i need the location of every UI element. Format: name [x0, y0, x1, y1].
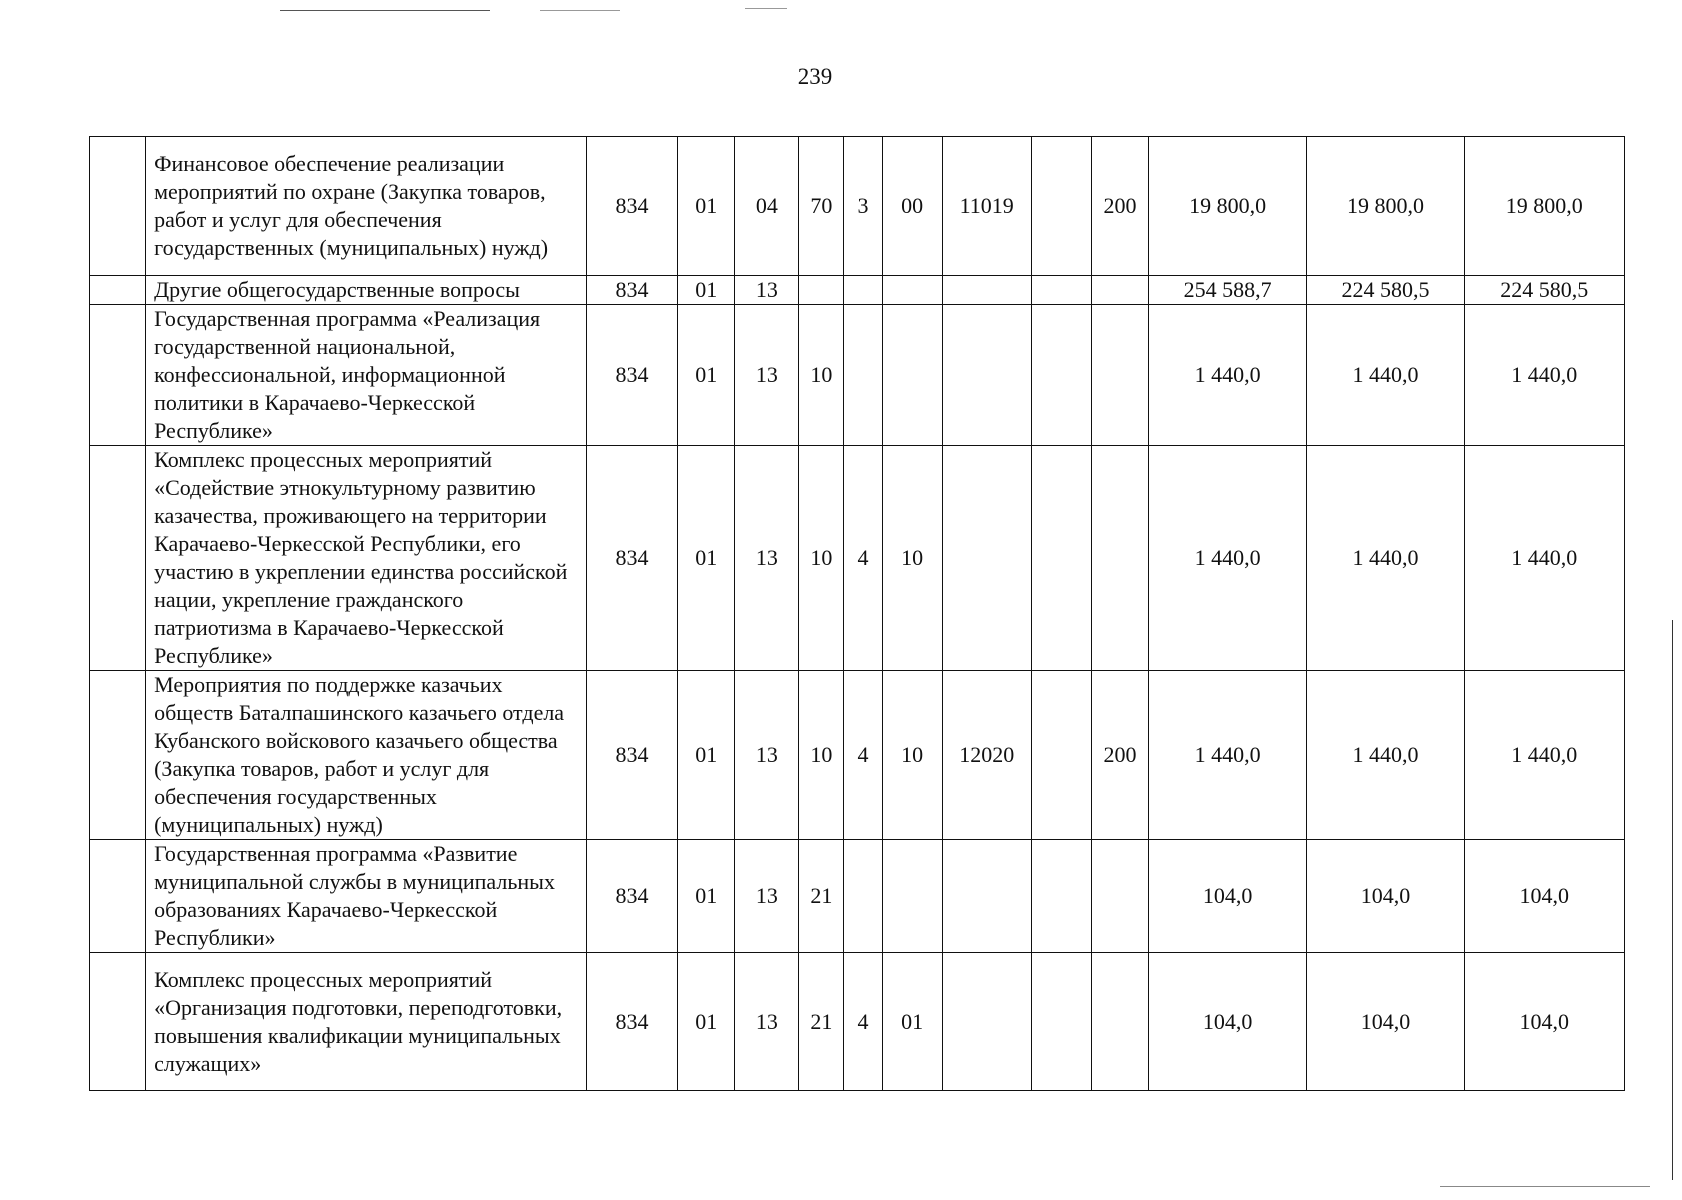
direction-code-cell: 11019 — [942, 137, 1031, 276]
sum-year1-cell: 104,0 — [1149, 953, 1307, 1091]
extra-code-cell — [1031, 840, 1091, 953]
section-code-cell: 01 — [678, 671, 735, 840]
section-code-cell: 01 — [678, 840, 735, 953]
expense-type-cell — [1091, 305, 1148, 446]
program-code-cell: 21 — [799, 953, 844, 1091]
ministry-code-cell: 834 — [586, 840, 677, 953]
subsection-code-cell: 13 — [735, 953, 799, 1091]
subsection-code-cell: 13 — [735, 840, 799, 953]
sum-year2-cell: 1 440,0 — [1307, 671, 1464, 840]
sum-year3-cell: 19 800,0 — [1464, 137, 1624, 276]
sum-year2-cell: 1 440,0 — [1307, 305, 1464, 446]
program-code-cell: 21 — [799, 840, 844, 953]
subsection-code-cell: 13 — [735, 276, 799, 305]
item-name-cell: Комплекс процессных мероприятий «Организация подготовки, переподготовки, повышения квалификации муниципальных служащих» — [146, 953, 587, 1091]
scan-artifact-line — [280, 10, 490, 11]
scan-artifact-line — [1440, 1186, 1650, 1187]
table-row — [90, 953, 1625, 1091]
item-name-cell: Комплекс процессных мероприятий «Содействие этнокультурному развитию казачества, проживающего на территории Карачаево-Черкесской Республики, его участию в укреплении единства российской нации, укрепление гражданского патриотизма в Карачаево-Черкесской Республике» — [146, 446, 587, 671]
subprogram-type-cell — [844, 305, 882, 446]
sum-year2-cell: 224 580,5 — [1307, 276, 1464, 305]
sum-year2-cell: 1 440,0 — [1307, 446, 1464, 671]
row-index-cell — [90, 840, 146, 953]
expense-type-cell — [1091, 276, 1148, 305]
activity-code-cell: 10 — [882, 671, 942, 840]
ministry-code-cell: 834 — [586, 953, 677, 1091]
sum-year2-cell: 104,0 — [1307, 953, 1464, 1091]
activity-code-cell: 00 — [882, 137, 942, 276]
row-index-cell — [90, 446, 146, 671]
table-row — [90, 671, 1625, 840]
expense-type-cell — [1091, 446, 1148, 671]
extra-code-cell — [1031, 446, 1091, 671]
subprogram-type-cell: 4 — [844, 446, 882, 671]
direction-code-cell — [942, 953, 1031, 1091]
sum-year1-cell: 1 440,0 — [1149, 305, 1307, 446]
item-name-cell: Государственная программа «Реализация государственной национальной, конфессиональной, информационной политики в Карачаево-Черкесской Республике» — [146, 305, 587, 446]
expense-type-cell — [1091, 840, 1148, 953]
activity-code-cell — [882, 276, 942, 305]
subprogram-type-cell — [844, 276, 882, 305]
table-row — [90, 276, 1625, 305]
sum-year1-cell: 1 440,0 — [1149, 446, 1307, 671]
subprogram-type-cell — [844, 840, 882, 953]
program-code-cell: 70 — [799, 137, 844, 276]
expense-type-cell: 200 — [1091, 671, 1148, 840]
sum-year2-cell: 104,0 — [1307, 840, 1464, 953]
table-row — [90, 137, 1625, 276]
sum-year3-cell: 224 580,5 — [1464, 276, 1624, 305]
row-index-cell — [90, 953, 146, 1091]
ministry-code-cell: 834 — [586, 137, 677, 276]
expense-type-cell — [1091, 953, 1148, 1091]
budget-table — [89, 136, 1625, 1091]
section-code-cell: 01 — [678, 953, 735, 1091]
section-code-cell: 01 — [678, 305, 735, 446]
sum-year2-cell: 19 800,0 — [1307, 137, 1464, 276]
ministry-code-cell: 834 — [586, 671, 677, 840]
activity-code-cell: 01 — [882, 953, 942, 1091]
row-index-cell — [90, 671, 146, 840]
activity-code-cell — [882, 840, 942, 953]
table-row — [90, 840, 1625, 953]
row-index-cell — [90, 137, 146, 276]
ministry-code-cell: 834 — [586, 276, 677, 305]
program-code-cell — [799, 276, 844, 305]
item-name-cell: Финансовое обеспечение реализации мероприятий по охране (Закупка товаров, работ и услуг для обеспечения государственных (муниципальных) нужд) — [146, 137, 587, 276]
ministry-code-cell: 834 — [586, 446, 677, 671]
sum-year3-cell: 104,0 — [1464, 840, 1624, 953]
table-row — [90, 446, 1625, 671]
program-code-cell: 10 — [799, 671, 844, 840]
direction-code-cell — [942, 840, 1031, 953]
extra-code-cell — [1031, 671, 1091, 840]
extra-code-cell — [1031, 276, 1091, 305]
expense-type-cell: 200 — [1091, 137, 1148, 276]
program-code-cell: 10 — [799, 305, 844, 446]
item-name-cell: Государственная программа «Развитие муниципальной службы в муниципальных образованиях Карачаево-Черкесской Республики» — [146, 840, 587, 953]
sum-year1-cell: 254 588,7 — [1149, 276, 1307, 305]
subsection-code-cell: 13 — [735, 671, 799, 840]
direction-code-cell — [942, 305, 1031, 446]
direction-code-cell: 12020 — [942, 671, 1031, 840]
subprogram-type-cell: 4 — [844, 953, 882, 1091]
sum-year1-cell: 19 800,0 — [1149, 137, 1307, 276]
item-name-cell: Мероприятия по поддержке казачьих обществ Баталпашинского казачьего отдела Кубанского войскового казачьего общества (Закупка товаров, работ и услуг для обеспечения государственных (муниципальных) нужд) — [146, 671, 587, 840]
row-index-cell — [90, 276, 146, 305]
subprogram-type-cell: 3 — [844, 137, 882, 276]
section-code-cell: 01 — [678, 137, 735, 276]
sum-year3-cell: 1 440,0 — [1464, 305, 1624, 446]
item-name-cell: Другие общегосударственные вопросы — [146, 276, 587, 305]
table-row — [90, 305, 1625, 446]
scan-artifact-line — [540, 10, 620, 11]
scan-artifact-edge — [1672, 620, 1673, 1180]
direction-code-cell — [942, 276, 1031, 305]
activity-code-cell: 10 — [882, 446, 942, 671]
subsection-code-cell: 13 — [735, 446, 799, 671]
direction-code-cell — [942, 446, 1031, 671]
sum-year3-cell: 1 440,0 — [1464, 446, 1624, 671]
extra-code-cell — [1031, 137, 1091, 276]
activity-code-cell — [882, 305, 942, 446]
scan-artifact-line — [745, 8, 787, 9]
section-code-cell: 01 — [678, 446, 735, 671]
row-index-cell — [90, 305, 146, 446]
sum-year1-cell: 104,0 — [1149, 840, 1307, 953]
sum-year3-cell: 104,0 — [1464, 953, 1624, 1091]
page-number: 239 — [797, 64, 833, 89]
sum-year3-cell: 1 440,0 — [1464, 671, 1624, 840]
ministry-code-cell: 834 — [586, 305, 677, 446]
subsection-code-cell: 04 — [735, 137, 799, 276]
section-code-cell: 01 — [678, 276, 735, 305]
extra-code-cell — [1031, 305, 1091, 446]
sum-year1-cell: 1 440,0 — [1149, 671, 1307, 840]
extra-code-cell — [1031, 953, 1091, 1091]
program-code-cell: 10 — [799, 446, 844, 671]
subsection-code-cell: 13 — [735, 305, 799, 446]
subprogram-type-cell: 4 — [844, 671, 882, 840]
